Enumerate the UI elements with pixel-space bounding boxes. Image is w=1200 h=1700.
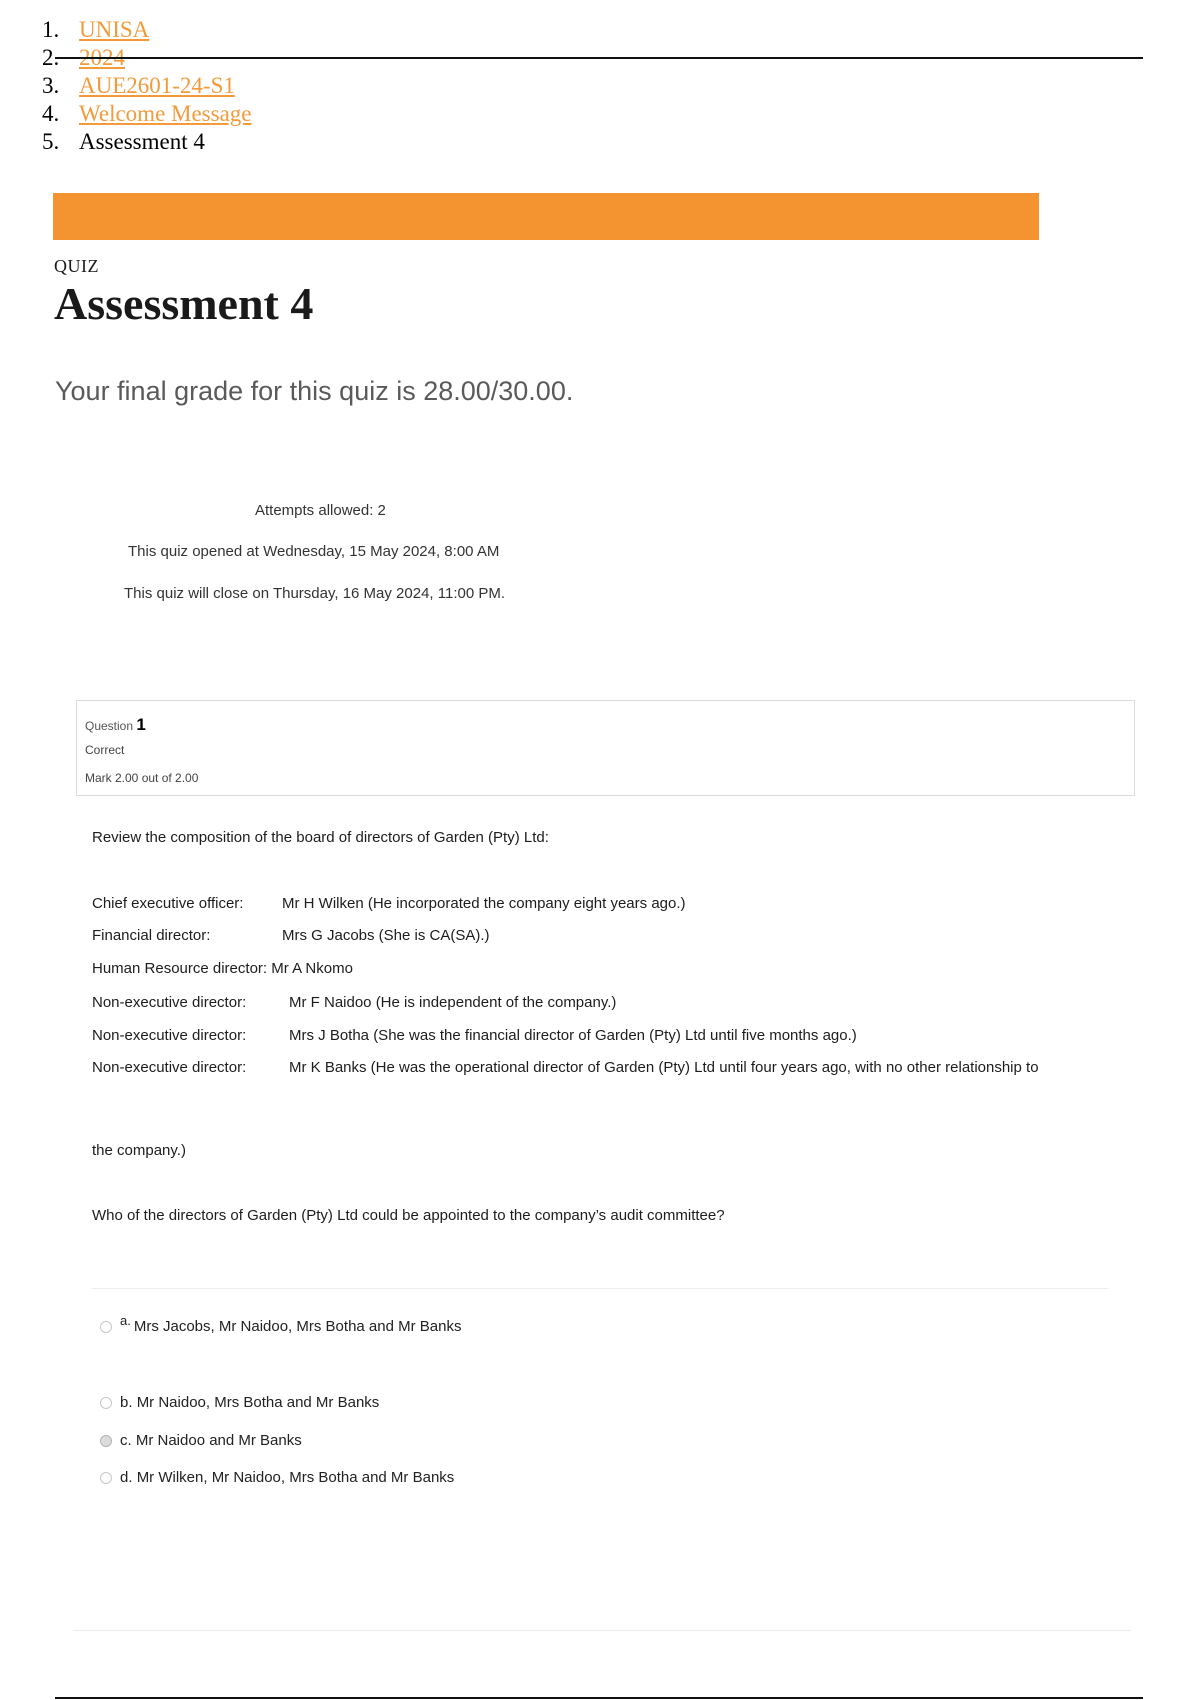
question-prompt: Who of the directors of Garden (Pty) Ltd could be appointed to the company’s audit committee? xyxy=(92,1207,725,1224)
director-continuation: the company.) xyxy=(92,1142,186,1159)
question-number: 1 xyxy=(136,715,146,734)
director-role: Non-executive director: xyxy=(92,994,247,1011)
breadcrumb-link-year[interactable]: 2024 xyxy=(79,45,125,70)
breadcrumb-link-welcome[interactable]: Welcome Message xyxy=(79,101,252,126)
answer-option-c[interactable] xyxy=(100,1432,302,1449)
answer-divider xyxy=(92,1288,1108,1289)
question-intro: Review the composition of the board of directors of Garden (Pty) Ltd: xyxy=(92,829,549,846)
breadcrumb-current: Assessment 4 xyxy=(79,129,205,154)
page-title: Assessment 4 xyxy=(54,278,314,329)
breadcrumb xyxy=(42,16,252,156)
breadcrumb-item[interactable] xyxy=(42,100,252,128)
breadcrumb-number: 2. xyxy=(42,45,60,70)
radio-button[interactable] xyxy=(100,1397,112,1409)
breadcrumb-link-unisa[interactable]: UNISA xyxy=(79,17,150,42)
question-info-box xyxy=(76,700,1135,796)
question-label xyxy=(85,715,146,735)
breadcrumb-number: 1. xyxy=(42,17,60,42)
accent-banner xyxy=(53,193,1039,240)
director-role: Non-executive director: xyxy=(92,1027,247,1044)
breadcrumb-number: 3. xyxy=(42,73,60,98)
director-row xyxy=(92,994,616,1011)
director-detail: Mrs G Jacobs (She is CA(SA).) xyxy=(282,927,490,944)
director-row xyxy=(92,1059,1039,1076)
footer-divider xyxy=(55,1697,1143,1699)
quiz-close-date: This quiz will close on Thursday, 16 May 2024, 11:00 PM. xyxy=(124,585,506,602)
question-label-text: Question xyxy=(85,719,134,733)
director-row xyxy=(92,960,353,977)
breadcrumb-number: 5. xyxy=(42,129,60,154)
director-role: Human Resource director: xyxy=(92,960,268,977)
director-role: Financial director: xyxy=(92,927,211,944)
section-divider xyxy=(73,1630,1131,1631)
director-role: Chief executive officer: xyxy=(92,895,244,912)
option-letter: d. xyxy=(120,1469,133,1486)
director-detail: Mr K Banks (He was the operational director of Garden (Pty) Ltd until four years ago, with no other relationship to xyxy=(289,1059,1039,1076)
breadcrumb-item[interactable] xyxy=(42,16,252,44)
question-state: Correct xyxy=(85,743,125,757)
option-letter: c. xyxy=(120,1432,132,1449)
option-letter: a. xyxy=(120,1313,131,1328)
option-text: Mr Naidoo and Mr Banks xyxy=(135,1432,302,1449)
attempts-allowed: Attempts allowed: 2 xyxy=(255,502,386,519)
director-detail: Mr F Naidoo (He is independent of the company.) xyxy=(289,994,617,1011)
answer-option-a[interactable] xyxy=(100,1313,462,1335)
option-letter: b. xyxy=(120,1394,133,1411)
question-mark: Mark 2.00 out of 2.00 xyxy=(85,771,199,785)
director-row xyxy=(92,895,686,912)
director-detail: Mr H Wilken (He incorporated the company eight years ago.) xyxy=(282,895,686,912)
director-row xyxy=(92,927,490,944)
radio-button[interactable] xyxy=(100,1472,112,1484)
director-row xyxy=(92,1027,857,1044)
radio-button[interactable] xyxy=(100,1321,112,1333)
director-detail: Mrs J Botha (She was the financial director of Garden (Pty) Ltd until five months ago.) xyxy=(289,1027,857,1044)
header-divider xyxy=(55,57,1143,59)
option-text: Mrs Jacobs, Mr Naidoo, Mrs Botha and Mr Banks xyxy=(133,1318,462,1335)
quiz-open-date: This quiz opened at Wednesday, 15 May 2024, 8:00 AM xyxy=(128,543,500,560)
radio-button-selected[interactable] xyxy=(100,1435,112,1447)
breadcrumb-link-course[interactable]: AUE2601-24-S1 xyxy=(79,73,235,98)
answer-option-d[interactable] xyxy=(100,1469,454,1486)
answer-option-b[interactable] xyxy=(100,1394,379,1411)
final-grade-text: Your final grade for this quiz is 28.00/30.00. xyxy=(55,376,574,406)
director-detail: Mr A Nkomo xyxy=(271,960,353,977)
option-text: Mr Naidoo, Mrs Botha and Mr Banks xyxy=(136,1394,380,1411)
breadcrumb-item[interactable] xyxy=(42,72,252,100)
breadcrumb-number: 4. xyxy=(42,101,60,126)
activity-type-label: QUIZ xyxy=(54,256,99,276)
director-role: Non-executive director: xyxy=(92,1059,247,1076)
breadcrumb-item xyxy=(42,128,252,156)
option-text: Mr Wilken, Mr Naidoo, Mrs Botha and Mr Banks xyxy=(136,1469,455,1486)
